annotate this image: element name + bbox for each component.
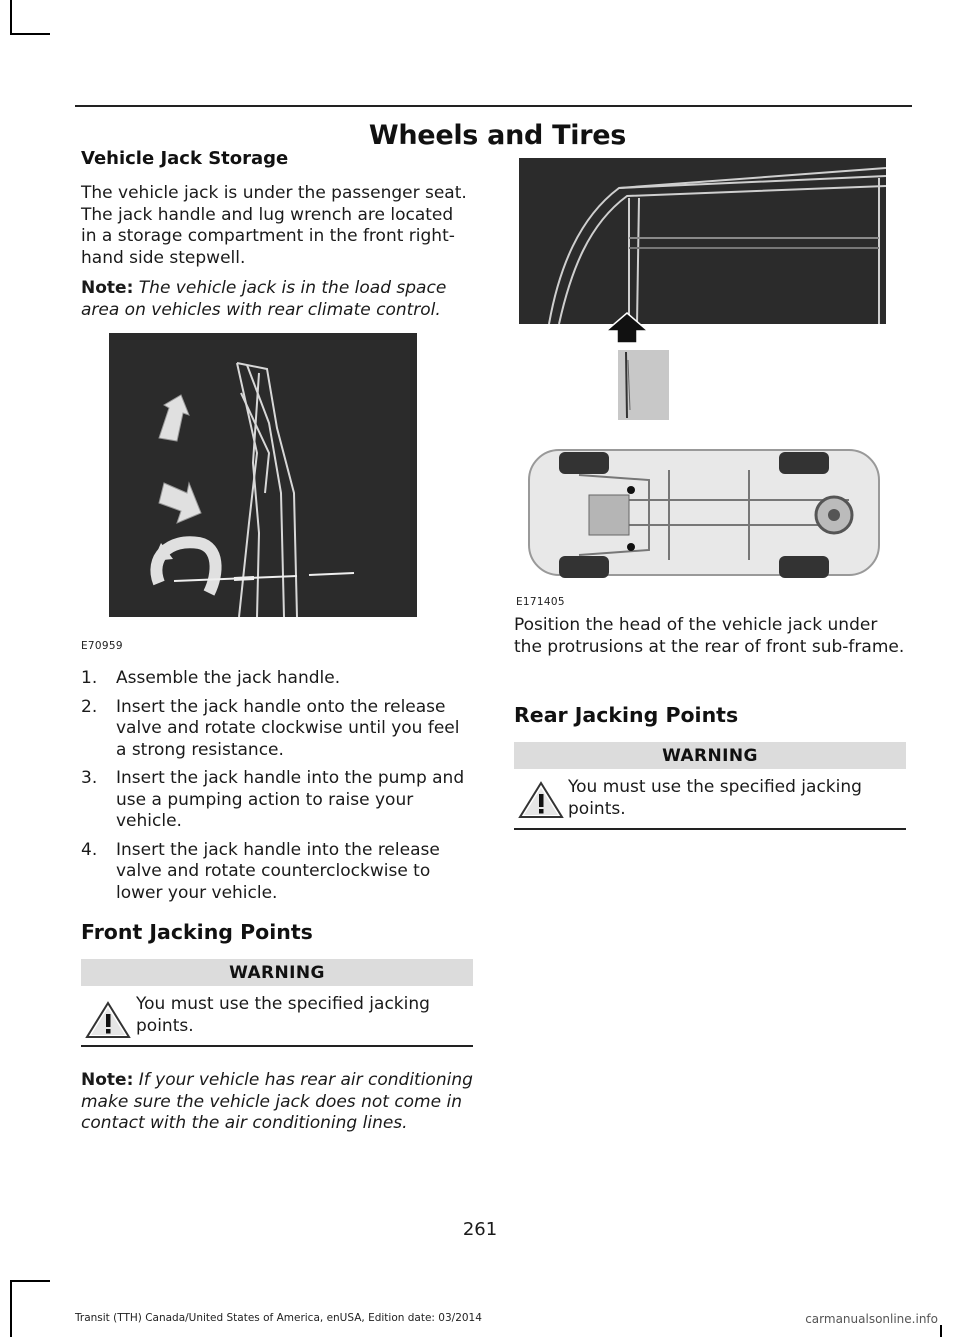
figure-code: E171405	[516, 596, 565, 608]
crop-mark	[940, 1325, 942, 1337]
jacking-point-marker	[627, 543, 635, 551]
jack-detail-figure	[618, 350, 669, 420]
page-number: 261	[462, 1219, 498, 1240]
list-item: 4. Insert the jack handle into the release valve and rotate counterclockwise to lower your vehicle.	[81, 839, 440, 903]
warning-triangle-icon	[84, 1000, 132, 1040]
jack-detail-illustration	[618, 350, 669, 420]
crop-mark	[10, 1280, 50, 1282]
list-item: 2. Insert the jack handle onto the release valve and rotate clockwise until you feel a strong resistance.	[81, 696, 460, 760]
list-item: 3. Insert the jack handle into the pump and use a pumping action to raise your vehicle.	[81, 768, 465, 831]
arrow-up-icon	[605, 312, 649, 344]
watermark: carmanualsonline.info	[805, 1312, 938, 1326]
footer-edition: Transit (TTH) Canada/United States of America, enUSA, Edition date: 03/2014	[75, 1312, 482, 1324]
jack-position-caption: Position the head of the vehicle jack under the protrusions at the rear of front sub-frame.	[514, 615, 905, 657]
warning-header: WARNING	[81, 959, 473, 986]
warning-triangle-icon	[517, 780, 565, 820]
section-title-front-jacking: Front Jacking Points	[81, 920, 313, 944]
page-title: Wheels and Tires	[368, 120, 626, 151]
crop-mark	[10, 1280, 12, 1337]
section-title-rear-jacking: Rear Jacking Points	[514, 703, 739, 727]
list-item: 1. Assemble the jack handle.	[81, 668, 341, 688]
jacking-point-marker	[627, 486, 635, 494]
crop-mark	[10, 0, 12, 34]
jack-storage-note	[81, 278, 473, 321]
warning-rule	[514, 828, 906, 830]
front-jacking-note	[81, 1070, 473, 1135]
note-label: Note:	[81, 278, 134, 298]
crop-mark	[10, 33, 50, 35]
warning-rule	[81, 1045, 473, 1047]
jack-storage-intro: The vehicle jack is under the passenger seat. The jack handle and lug wrench are located in a storage compartment in the front right-hand side stepwell.	[81, 183, 467, 268]
warning-text: You must use the specified jacking points.	[136, 994, 430, 1036]
underbody-figure	[519, 440, 886, 590]
figure-code: E70959	[81, 640, 123, 652]
van-front-illustration	[519, 158, 886, 324]
note-label: Note:	[81, 1070, 134, 1090]
warning-text: You must use the specified jacking points.	[568, 777, 862, 819]
jack-figure	[109, 333, 417, 617]
section-title-jack-storage: Vehicle Jack Storage	[81, 148, 289, 169]
warning-header: WARNING	[514, 742, 906, 769]
underbody-illustration	[519, 440, 886, 590]
steps-list	[81, 668, 473, 904]
note-text: The vehicle jack is in the load space area on vehicles with rear climate control.	[81, 278, 447, 320]
header-rule	[75, 105, 912, 107]
van-front-figure	[519, 158, 886, 324]
note-text: If your vehicle has rear air conditioning make sure the vehicle jack does not come in contact with the air conditioning lines.	[81, 1070, 473, 1133]
jack-illustration	[109, 333, 417, 617]
